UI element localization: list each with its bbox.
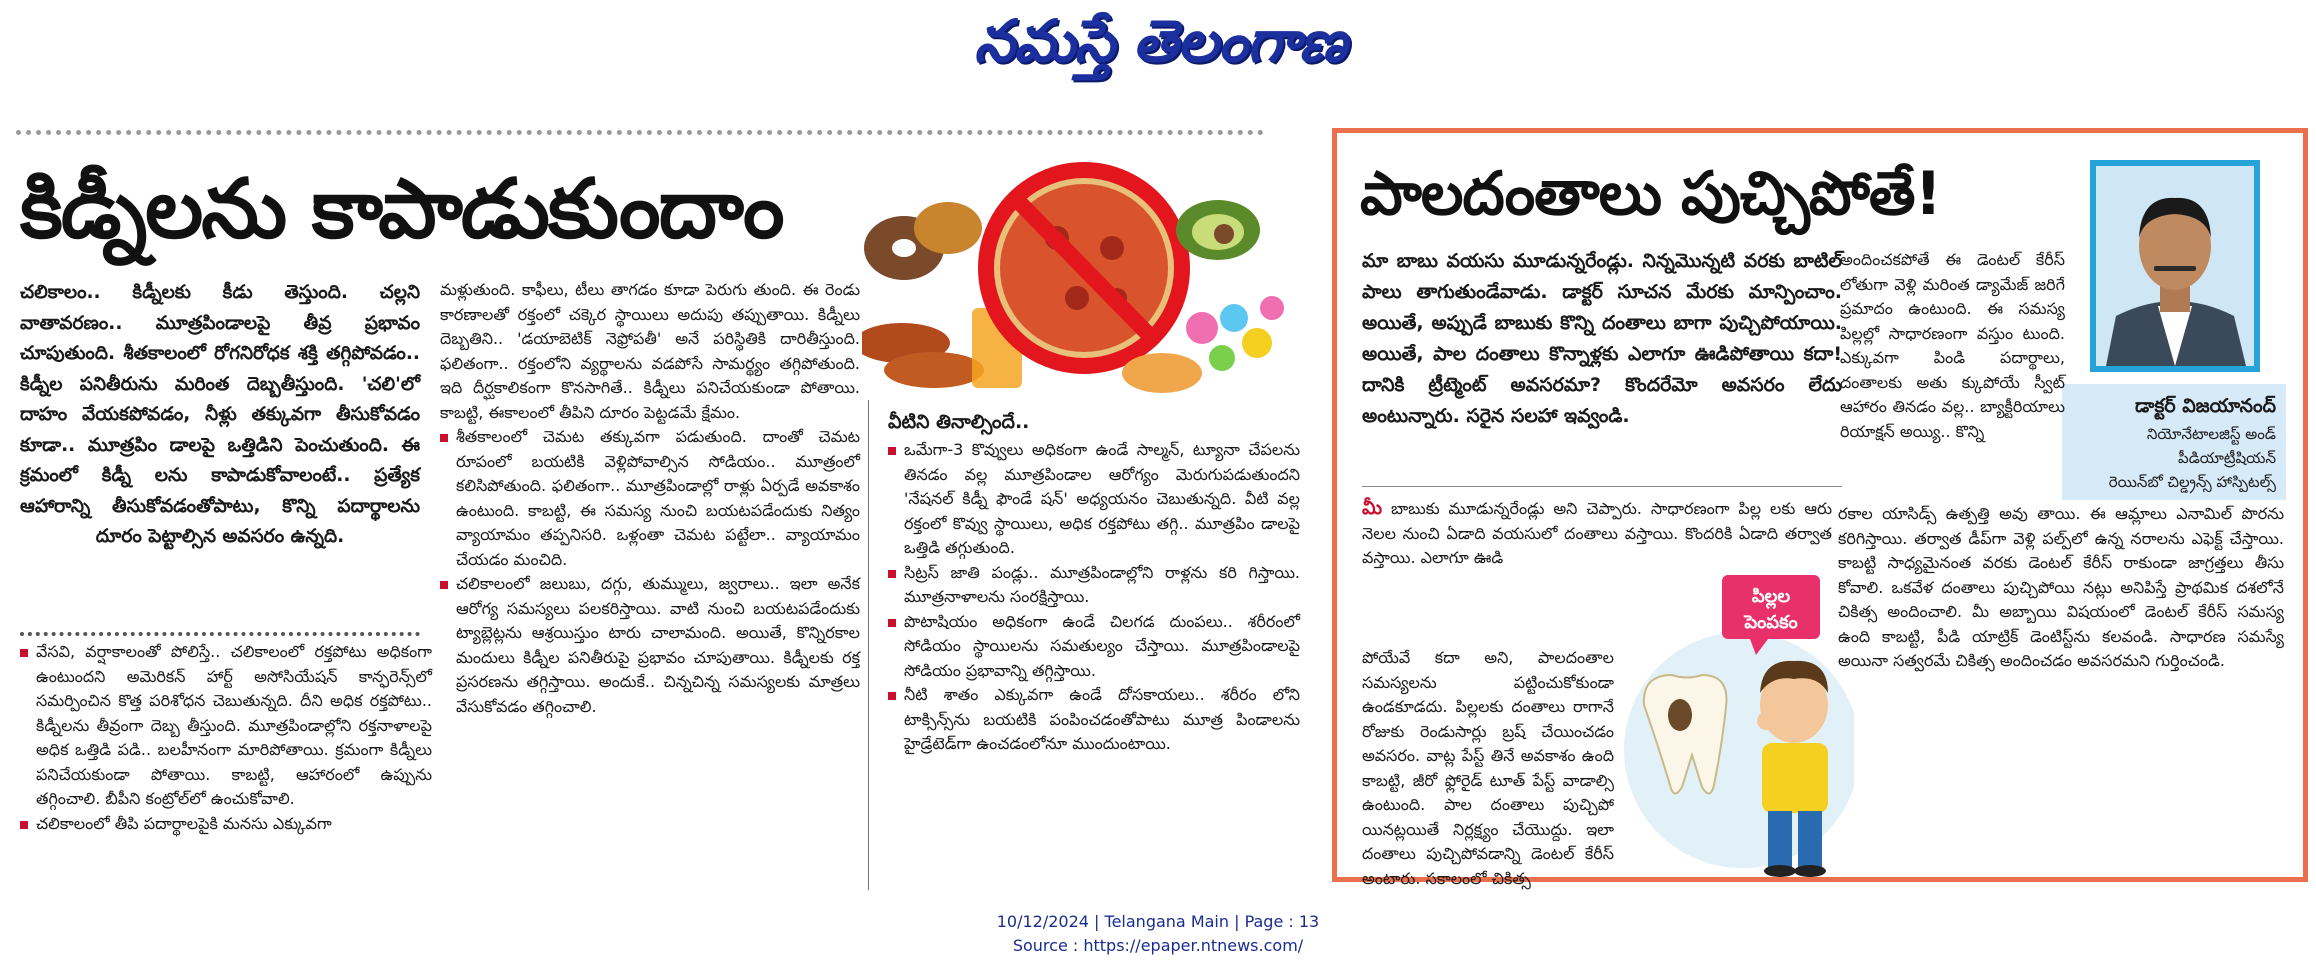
bullet-paragraph: చలికాలంలో జలుబు, దగ్గు, తుమ్ములు, జ్వరాలు.. ఇలా అనేక ఆరోగ్య సమస్యలు పలకరిస్తాయి. వాటి నుంచి బయటపడేందుకు ట్యాబ్లెట్లను ఆశ్రయిస్తుం టారు చాలామంది. అయితే, కొన్నిరకాల మందులు కిడ్నీల పనితీరుపై ప్రభావం చూపుతాయి. కిడ్నీలకు రక్త ప్రసరణను తగ్గిస్తాయి. అందుకే.. చిన్నచిన్న సమస్యలకు మాత్రలు వేసుకోవడం తగ్గించాలి. (440, 572, 860, 719)
cereal-icon (1186, 312, 1218, 344)
left-column-3 (888, 438, 1300, 888)
left-column-1 (20, 640, 432, 890)
right-headline: పాలదంతాలు పుచ్చిపోతే! (1360, 159, 1941, 229)
dotted-divider (16, 130, 1264, 135)
answer-column-4 (1838, 502, 2284, 874)
toothache-child-illustration (1622, 575, 1854, 880)
left-headline: కిడ్నీలను కాపాడుకుందాం (20, 162, 783, 257)
doctor-role: నియోనేటాలజిస్ట్ అండ్ (2146, 425, 2276, 443)
bullet-paragraph: వేసవి, వర్షాకాలంతో పోలిస్తే.. చలికాలంలో రక్తపోటు అధికంగా ఉంటుందని అమెరికన్ హార్ట్ అసోసియేషన్ కాన్ఫరెన్స్‌లో సమర్పించిన కొత్త పరిశోధన చెబుతున్నది. దీని అధిక రక్తపోటు.. కిడ్నీలను తీవ్రంగా దెబ్బ తీస్తుంది. మూత్రపిండాల్లోని రక్తనాళాలపై అధిక ఒత్తిడి పడి.. బలహీనంగా మారిపోతాయి. క్రమంగా కిడ్నీలు పనిచేయకుండా పోతాయి. కాబట్టి, ఆహారంలో ఉప్పును తగ్గించాలి. బీపీని కంట్రోల్‌లో ఉంచుకోవాలి. (20, 640, 432, 812)
column-separator (868, 400, 869, 890)
answer-paragraph: అందించకపోతే ఈ డెంటల్ కేరీస్ లోతుగా వెళ్లి మరింత డ్యామేజ్ జరిగే ప్రమాదం ఉంటుంది. ఈ సమస్య పిల్లల్లో సాధారణంగా వస్తుం టుంది. ఎక్కువగా పిండి పదార్థాలు, దంతాలకు అతు క్కుపోయే స్వీట్ ఆహారం తినడం వల్ల.. బ్యాక్టీరియాలు రియాక్షన్ అయ్యి.. కొన్ని (1840, 250, 2065, 441)
bullet-paragraph: శీతకాలంలో చెమట తక్కువగా పడుతుంది. దాంతో చెమట రూపంలో బయటికి వెళ్లిపోవాల్సిన సోడియం.. మూత్రంలో కలిసిపోతుంది. ఫలితంగా.. మూత్రపిండాల్లో రాళ్లు ఏర్పడే అవకాశం ఉంటుంది. కాబట్టి, ఈ సమస్య నుంచి బయటపడేందుకు నిత్యం వ్యాయామం తప్పనిసరి. ఒళ్లంతా చెమట పట్టేలా.. వ్యాయామం చేయడం మంచిది. (440, 425, 860, 572)
bullet-paragraph: ఒమేగా-3 కొవ్వులు అధికంగా ఉండే సాల్మన్, ట్యూనా చేపలను తినడం వల్ల మూత్రపిండాల ఆరోగ్యం మెరుగుపడుతుందని 'నేషనల్ కిడ్నీ ఫౌండే షన్' అధ్యయనం చెబుతున్నది. వీటి వల్ల రక్తంలో కొవ్వు స్థాయిలు, అధిక రక్తపోటు తగ్గి.. మూత్రపిం డాలపై ఒత్తిడి తగ్గుతుంది. (888, 438, 1300, 561)
doctor-hospital: రెయిన్‌బో చిల్డ్రన్స్ హాస్పిటల్స్ (2108, 473, 2276, 491)
footer-source: Source : https://epaper.ntnews.com/ (1012, 936, 1304, 955)
junk-food-illustration (862, 158, 1302, 398)
reader-question (1362, 246, 1842, 476)
answer-column-3 (1840, 248, 2065, 498)
bullet-paragraph: చలికాలంలో తీపి పదార్థాలపైకి మనసు ఎక్కువగా (20, 812, 432, 837)
intro-divider (20, 632, 420, 636)
bullet-paragraph: సిట్రస్ జాతి పండ్లు.. మూత్రపిండాల్లోని రాళ్లను కరి గిస్తాయి. మూత్రనాళాలను సంరక్షిస్తాయి. (888, 561, 1300, 610)
question-divider (1362, 486, 1842, 487)
answer-paragraph (1362, 496, 1832, 571)
doctor-name: డాక్టర్ విజయానంద్ (2134, 395, 2276, 417)
answer-column-2 (1362, 646, 1614, 888)
bullet-paragraph: నీటి శాతం ఎక్కువగా ఉండే దోసకాయలు.. శరీరం లోని టాక్సిన్స్‌ను బయటికి పంపించడంతోపాటు మూత్ర పిండాలను హైడ్రేటెడ్‌గా ఉంచడంలోనూ ముందుంటాయి. (888, 683, 1300, 757)
answer-text: బాబుకు మూడున్నరేండ్లు అని చెప్పారు. సాధారణంగా పిల్ల లకు ఆరు నెలల నుంచి ఏడాది వయసులో దంతాలు వస్తాయి. కొందరికి ఏడాది తర్వాత వస్తాయి. ఎలాగూ ఊడి (1362, 499, 1832, 567)
page-footer (900, 910, 1416, 966)
answer-dropcap: మీ (1362, 497, 1383, 519)
masthead-logo: నమస్తే తెలంగాణ (974, 7, 1346, 75)
answer-paragraph: రకాల యాసిడ్స్ ఉత్పత్తి అవు తాయి. ఈ ఆమ్లాలు ఎనామిల్ పొరను కరిగిస్తాయి. తర్వాత డీప్‌గా వెళ్లి పల్ప్‌లో ఉన్న నరాలను ఎఫెక్ట్ చేస్తాయి. కాబట్టి సాధ్యమైనంత వరకు డెంటల్ కేరీస్ రాకుండా జాగ్రత్తలు తీసు కోవాలి. ఒకవేళ దంతాలు పుచ్చిపోయి నట్లు అనిపిస్తే ప్రాథమిక దశలోనే చికిత్స అందించాలి. మీ అబ్బాయి విషయంలో డెంటల్ కేరీస్ సమస్య ఉంది కాబట్టి, పీడి యాట్రిక్ డెంటిస్ట్‌ను కలవండి. సాధారణ సమస్యే అయినా సత్వరమే చికిత్స అందించడం అవసరమని గుర్తించండి. (1838, 504, 2284, 670)
footer-date-page: 10/12/2024 | Telangana Main | Page : 13 (996, 912, 1320, 931)
doctor-photo (2090, 160, 2260, 372)
intro-paragraph (20, 278, 420, 628)
doctor-credit-box (2062, 384, 2286, 500)
paragraph: మళ్లుతుంది. కాఫీలు, టీలు తాగడం కూడా పెరుగు తుంది. ఈ రెండు కారణాలతో రక్తంలో చక్కెర స్థాయిలు అదుపు తప్పుతాయి. కిడ్నీలు దెబ్బతిని.. 'డయాబెటిక్ నెఫ్రోపతీ' అనే పరిస్థితికి దారితీస్తుంది. ఫలితంగా.. రక్తంలోని వ్యర్థాలను వడపోసే సామర్థ్యం తగ్గిపోతుంది. ఇది దీర్ఘకాలికంగా కొనసాగితే.. కిడ్నీలు పనిచేయకుండా పోతాయి. కాబట్టి, ఈకాలంలో తీపిని దూరం పెట్టడమే క్షేమం. (440, 280, 860, 422)
answer-paragraph: పోయేవే కదా అని, పాలదంతాల సమస్యలను పట్టించుకోకుండా ఉండకూడదు. పిల్లలకు దంతాలు రాగానే రోజుకు రెండుసార్లు బ్రష్ చేయించడం అవసరం. వాట్ల పేస్ట్ తినే అవకాశం ఉంది కాబట్టి, జీరో ఫ్లోరైడ్ టూత్ పేస్ట్ వాడాల్సి ఉంటుంది. పాల దంతాలు పుచ్చిపో యినట్లయితే నిర్లక్ష్యం చేయొద్దు. ఇలా దంతాలు పుచ్చిపోవడాన్ని డెంటల్ కేరీస్ అంటారు. సకాలంలో చికిత్స (1362, 648, 1614, 888)
bullet-paragraph: పొటాషియం అధికంగా ఉండే చిలగడ దుంపలు.. శరీరంలో సోడియం స్థాయిలను సమతుల్యం చేస్తాయి. మూత్రపిండాలపై సోడియం ప్రభావాన్ని తగ్గిస్తాయి. (888, 610, 1300, 684)
left-column-2 (440, 278, 860, 890)
doctor-role: పీడియాట్రీషియన్ (2178, 449, 2276, 467)
subheading-eat-these: వీటిని తినాల్సిందే.. (888, 411, 1030, 433)
question-text: మా బాబు వయసు మూడున్నరేండ్లు. నిన్నమొన్నటి వరకు బాటిల్ పాలు తాగుతుండేవాడు. డాక్టర్ సూచన మేరకు మాన్పించాం. అయితే, అప్పుడే బాబుకు కొన్ని దంతాలు బాగా పుచ్చిపోయాయి. అయితే, పాల దంతాలు కొన్నాళ్లకు ఎలాగూ ఊడిపోతాయి కదా! దానికి ట్రీట్మెంట్ అవసరమా? కొందరేమో అవసరం లేదు అంటున్నారు. సరైన సలహా ఇవ్వండి. (1362, 250, 1842, 427)
badge-line: పిల్లల (1751, 586, 1791, 607)
badge-line: పెంపకం (1744, 612, 1798, 633)
doctor-portrait-icon (2096, 166, 2254, 366)
intro-text: చలికాలం.. కిడ్నీలకు కీడు తెస్తుంది. చల్లని వాతావరణం.. మూత్రపిండాలపై తీవ్ర ప్రభావం చూపుతుంది. శీతకాలంలో రోగనిరోధక శక్తి తగ్గిపోవడం.. కిడ్నీల పనితీరును మరింత దెబ్బతీస్తుంది. 'చలి'లో దాహం వేయకపోవడం, నీళ్లు తక్కువగా తీసుకోవడం కూడా.. మూత్రపిం డాలపై ఒత్తిడిని పెంచుతుంది. ఈ క్రమంలో కిడ్నీ లను కాపాడుకోవాలంటే.. ప్రత్యేక ఆహారాన్ని తీసుకోవడంతోపాటు, కొన్ని పదార్థాలను దూరం పెట్టాల్సిన అవసరం ఉన్నది. (20, 282, 420, 547)
